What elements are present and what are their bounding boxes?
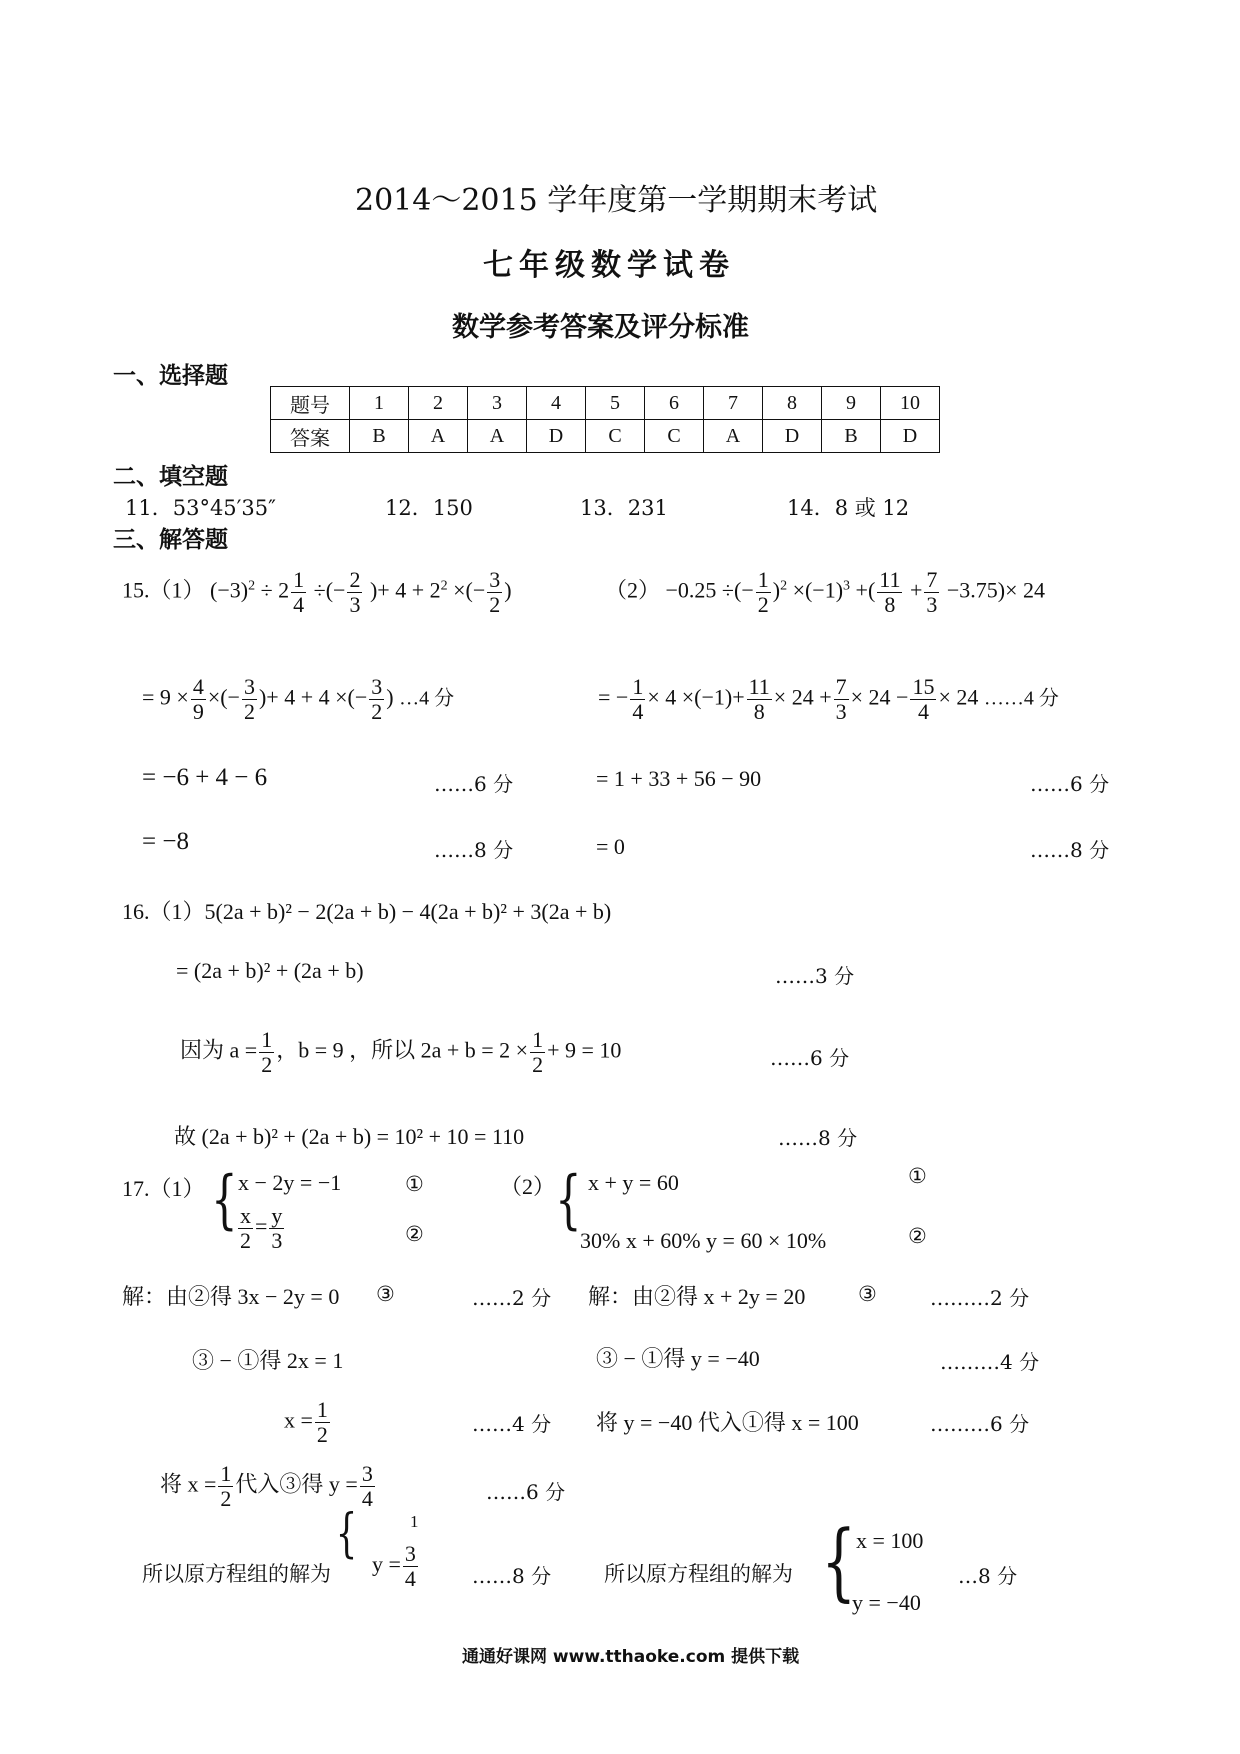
expr: ÷(−: [313, 577, 346, 603]
fraction: $\frac{3}{2}$: [243, 674, 255, 725]
marker-3: ③: [376, 1282, 395, 1306]
fraction: $\frac{7}{3}$: [835, 674, 847, 725]
fraction: $\frac{11}{8}$: [748, 674, 770, 725]
q16-step1: = (2a + b)² + (2a + b): [176, 958, 364, 983]
score: …8 分: [958, 1564, 1018, 1588]
table-cell: D: [763, 420, 822, 453]
exp: 2: [248, 578, 256, 594]
score: ………4 分: [940, 1350, 1040, 1374]
fraction: $\frac{3}{4}$: [404, 1541, 416, 1592]
expr: −0.25 ÷(−: [665, 577, 754, 603]
fraction: $\frac{7}{3}$: [926, 567, 938, 618]
q17-eq3: x + y = 60: [588, 1170, 679, 1195]
brace-icon: {: [555, 1163, 582, 1237]
fraction: $\frac{1}{2}$: [261, 1027, 273, 1078]
brace-icon: {: [821, 1512, 857, 1610]
q17-eq2: $\frac{x}{2}$ = $\frac{y}{3}$: [240, 1203, 283, 1254]
table-cell: C: [645, 420, 704, 453]
q17-label-1: 17.（1）: [122, 1176, 205, 1201]
q15-problem-2: （2） −0.25 ÷(− $\frac{1}{2}$ )$^2 \times(-1)^3$ +( $\frac{11}{8}$ + $\frac{7}{3}$ −3.75)× 24: [605, 567, 1046, 618]
q15-problem: [122, 568, 512, 617]
score: …4 分: [399, 687, 455, 710]
expr: +: [909, 577, 923, 603]
fill-answer-12: 12．150: [385, 496, 473, 520]
fraction: $\frac{1}{2}$: [316, 1397, 328, 1448]
solution-top: 1: [410, 1512, 419, 1531]
fraction: $\frac{1}{2}$: [220, 1461, 232, 1512]
expr: ): [504, 577, 512, 603]
q15-step1-left: = 9 × $\frac{4}{9}$ ×(− $\frac{3}{2}$ )+ 4 + 4 ×(− $\frac{3}{2}$ ) …4 分: [142, 674, 455, 725]
q17-s2-right: ③ − ①得 y = −40: [596, 1346, 760, 1371]
table-cell: A: [468, 420, 527, 453]
section-fill-heading: 二、填空题: [113, 463, 228, 490]
q16-step2: 因为 a = $\frac{1}{2}$ ，b = 9 ，所以 2a + b = 2 × $\frac{1}{2}$ + 9 = 10: [180, 1027, 622, 1078]
table-cell: B: [350, 420, 409, 453]
solution-y: y = −40: [852, 1590, 921, 1615]
q15-step2-left: = −6 + 4 − 6: [142, 764, 268, 791]
score: ……6 分: [486, 1480, 566, 1504]
q17-solution-left: 所以原方程组的解为: [142, 1562, 331, 1586]
table-cell: C: [586, 420, 645, 453]
table-cell: B: [822, 420, 881, 453]
marker-3: ③: [858, 1282, 877, 1306]
exam-title: 2014～2015 学年度第一学期期末考试: [355, 183, 878, 218]
q17-s3-left: x = $\frac{1}{2}$: [284, 1397, 328, 1448]
q17-s1-right: 解：由②得 x + 2y = 20: [588, 1284, 806, 1309]
section-solve-heading: 三、解答题: [113, 526, 228, 553]
fraction: $\frac{4}{9}$: [192, 674, 204, 725]
q15-step3-right: = 0: [596, 834, 625, 859]
table-row: [271, 387, 940, 420]
fraction: $\frac{11}{8}$: [879, 567, 901, 618]
fraction: $\frac{1}{4}$: [293, 567, 305, 618]
q15-step3-left: = −8: [142, 828, 189, 855]
expr: ×(−: [453, 577, 486, 603]
marker-2: ②: [405, 1222, 424, 1246]
q17-solution-right: 所以原方程组的解为: [604, 1562, 793, 1586]
q17-s1-left: 解：由②得 3x − 2y = 0: [122, 1284, 340, 1309]
fraction: $\frac{x}{2}$: [240, 1203, 251, 1254]
exp: 2: [780, 578, 788, 594]
table-cell: A: [409, 420, 468, 453]
table-cell: 6: [645, 387, 704, 420]
table-cell: 10: [881, 387, 940, 420]
q17-s3-right: 将 y = −40 代入①得 x = 100: [596, 1410, 859, 1435]
score: ……2 分: [472, 1286, 552, 1310]
score: ……6 分: [434, 772, 514, 796]
table-cell: A: [704, 420, 763, 453]
score: ……8 分: [778, 1126, 858, 1150]
paper-title: 七年级数学试卷: [483, 248, 735, 283]
table-cell: 2: [409, 387, 468, 420]
score: ……8 分: [472, 1564, 552, 1588]
solution-y: y = $\frac{3}{4}$: [372, 1541, 416, 1592]
score: ……4 分: [472, 1412, 552, 1436]
q17-s4-left: 将 x = $\frac{1}{2}$ 代入③得 y = $\frac{3}{4}$: [160, 1461, 373, 1512]
q15-step2-right: = 1 + 33 + 56 − 90: [596, 766, 762, 791]
table-cell: D: [881, 420, 940, 453]
q15-label-2: （2）: [605, 577, 661, 603]
fraction: $\frac{1}{2}$: [532, 1027, 544, 1078]
exp: 3: [843, 578, 851, 594]
expr: −3.75)× 24: [946, 577, 1046, 603]
table-cell: 4: [527, 387, 586, 420]
score: ……8 分: [434, 838, 514, 862]
fraction: $\frac{2}{3}$: [349, 567, 361, 618]
table-cell: D: [527, 420, 586, 453]
q17-eq4: 30% x + 60% y = 60 × 10%: [580, 1228, 827, 1253]
score: ……3 分: [775, 964, 855, 988]
brace-icon: {: [211, 1163, 238, 1237]
q17-label-2: （2）: [500, 1174, 556, 1199]
table-cell: 5: [586, 387, 645, 420]
table-cell: 8: [763, 387, 822, 420]
marker-2: ②: [908, 1224, 927, 1248]
q15-label: 15.（1）: [122, 577, 205, 603]
q16-problem: 16.（1）5(2a + b)² − 2(2a + b) − 4(2a + b)² + 3(2a + b): [122, 899, 612, 924]
fraction: $\frac{y}{3}$: [271, 1203, 283, 1254]
q17-s2-left: ③ − ①得 2x = 1: [192, 1348, 344, 1373]
table-cell: 9: [822, 387, 881, 420]
fill-answer-11: 11．53°45′35″: [125, 496, 276, 520]
expr: ×(−1): [792, 577, 844, 603]
answer-table: [270, 386, 940, 453]
table-row: [271, 420, 940, 453]
expr: (−3): [210, 577, 249, 603]
footer-credit: 通通好课网 www.tthaoke.com 提供下载: [462, 1647, 800, 1667]
table-header-number: 题号: [271, 387, 350, 420]
expr: )+ 4 + 2: [369, 577, 441, 603]
score: ……8 分: [1030, 838, 1110, 862]
score: ………2 分: [930, 1286, 1030, 1310]
table-cell: 3: [468, 387, 527, 420]
fraction: $\frac{1}{4}$: [632, 674, 644, 725]
table-cell: 7: [704, 387, 763, 420]
q15-step1-right: = − $\frac{1}{4}$ × 4 ×(−1)+ $\frac{11}{8}$ × 24 + $\frac{7}{3}$ × 24 − $\frac{15}{4}$ × 24 ……4 分: [598, 674, 1059, 725]
fill-answer-14: 14．8 或 12: [787, 496, 910, 520]
score: ……6 分: [770, 1046, 850, 1070]
q17-eq1: x − 2y = −1: [238, 1170, 342, 1195]
fraction: $\frac{3}{2}$: [371, 674, 383, 725]
score: ……4 分: [983, 687, 1059, 710]
score: ………6 分: [930, 1412, 1030, 1436]
expr: +(: [855, 577, 876, 603]
fill-answer-13: 13．231: [580, 496, 668, 520]
table-header-answer: 答案: [271, 420, 350, 453]
answer-key-title: 数学参考答案及评分标准: [452, 312, 749, 343]
score: ……6 分: [1030, 772, 1110, 796]
exp: 2: [440, 578, 448, 594]
solution-x: x = 100: [856, 1528, 924, 1553]
fraction: $\frac{3}{4}$: [361, 1461, 373, 1512]
brace-icon: {: [335, 1504, 358, 1564]
fraction: $\frac{15}{4}$: [912, 674, 935, 725]
fraction: $\frac{1}{2}$: [757, 567, 769, 618]
marker-1: ①: [908, 1164, 927, 1188]
table-cell: 1: [350, 387, 409, 420]
q16-step3: 故 (2a + b)² + (2a + b) = 10² + 10 = 110: [174, 1124, 525, 1149]
marker-1: ①: [405, 1172, 424, 1196]
section-choice-heading: 一、选择题: [113, 362, 228, 389]
fraction: $\frac{3}{2}$: [489, 567, 501, 618]
expr: ÷ 2: [260, 577, 290, 603]
